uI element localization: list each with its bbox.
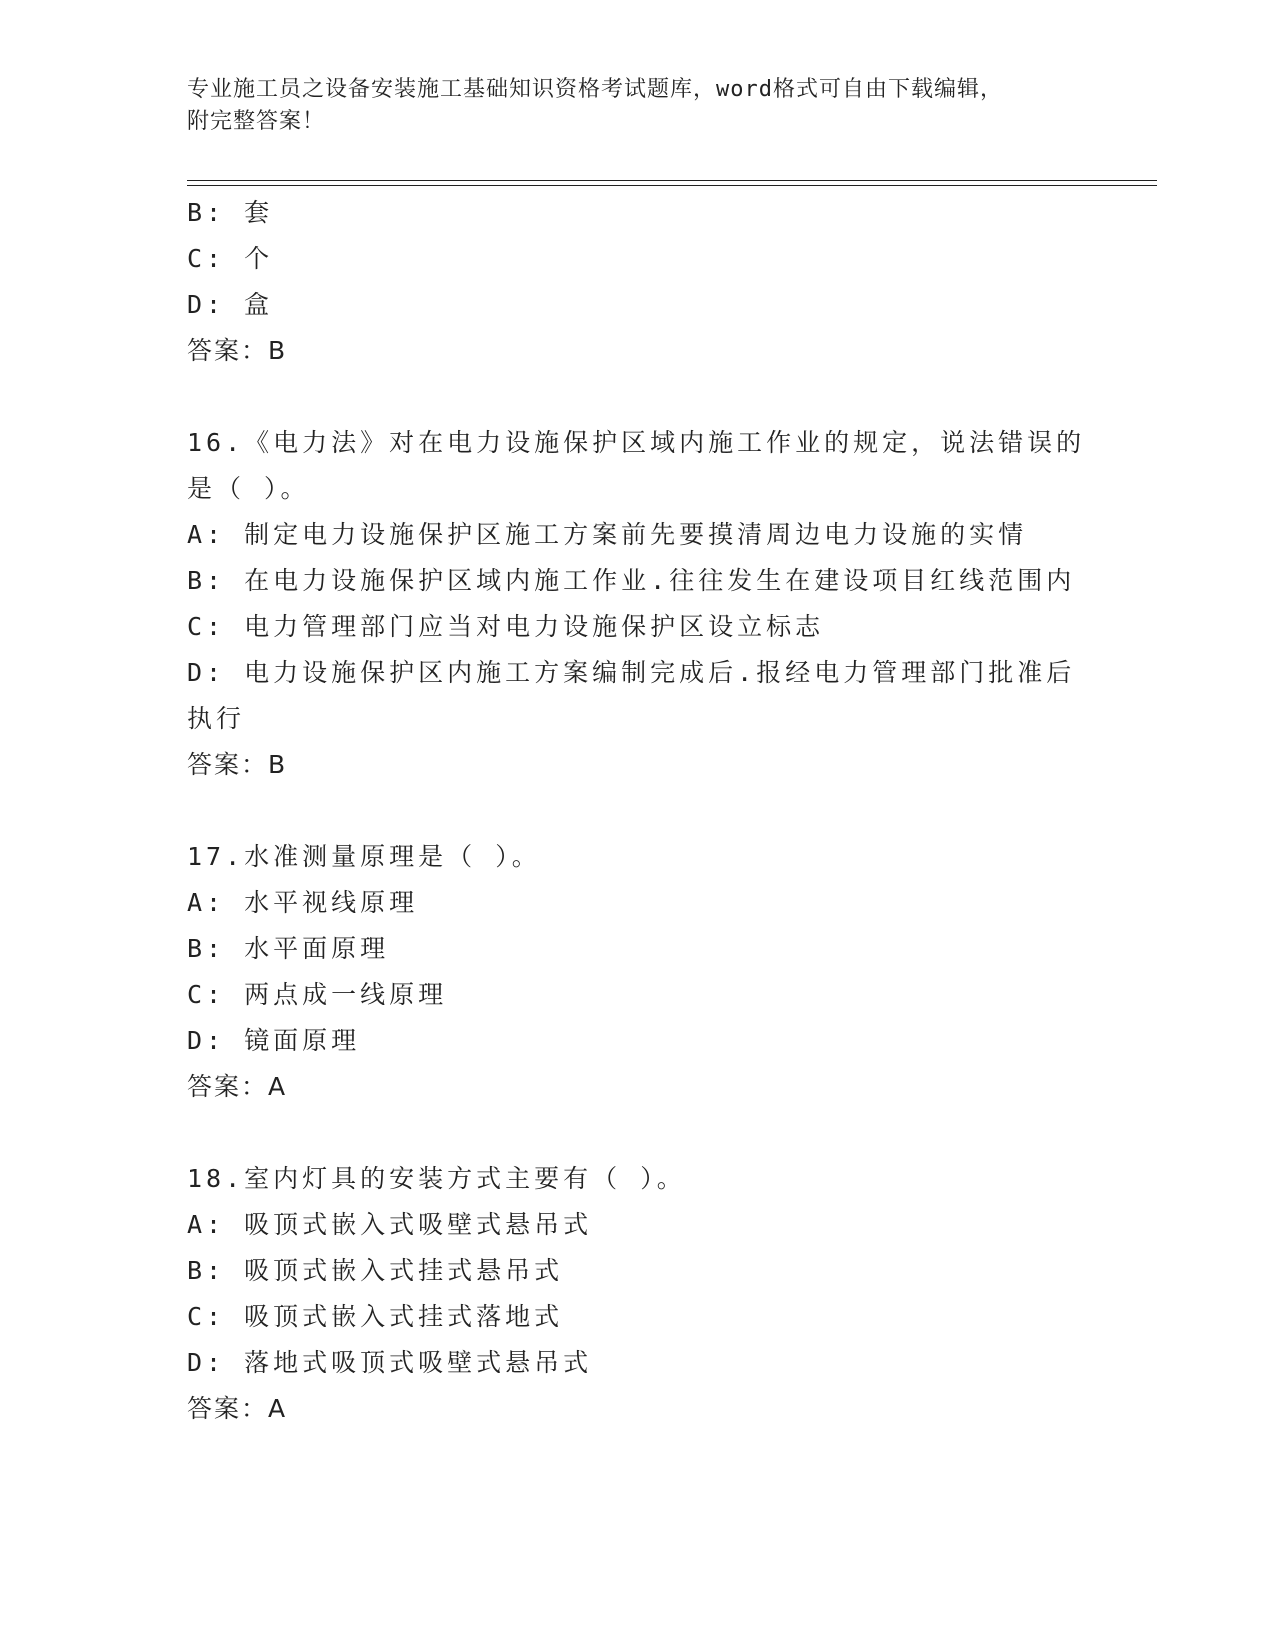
option-b: B: 在电力设施保护区域内施工作业.往往发生在建设项目红线范围内 [187,566,1076,595]
option-c: C: 个 [187,244,274,273]
question-17 [187,834,1087,1110]
question-18 [187,1156,1087,1432]
question-stem: 17.水准测量原理是（ ）。 [187,842,541,871]
option-d: D: 电力设施保护区内施工方案编制完成后.报经电力管理部门批准后 [187,658,1076,687]
header-rule-top [187,180,1157,181]
question-stem: 18.室内灯具的安装方式主要有（ ）。 [187,1164,686,1193]
answer-line: 答案：B [187,750,288,779]
option-a: A: 吸顶式嵌入式吸壁式悬吊式 [187,1210,593,1239]
answer-line: 答案：A [187,1072,288,1101]
option-c: C: 电力管理部门应当对电力设施保护区设立标志 [187,612,825,641]
question-16 [187,420,1087,788]
option-d: D: 盒 [187,290,274,319]
option-d-continued: 执行 [187,704,246,733]
question-stem-continued: 是（ ）。 [187,474,310,503]
answer-line: 答案：A [187,1394,288,1423]
header-line-1: 专业施工员之设备安装施工基础知识资格考试题库，word格式可自由下载编辑， [187,77,1003,102]
spacer [187,788,1087,834]
option-b: B: 吸顶式嵌入式挂式悬吊式 [187,1256,564,1285]
spacer [187,374,1087,420]
option-d: D: 镜面原理 [187,1026,361,1055]
option-a: A: 制定电力设施保护区施工方案前先要摸清周边电力设施的实情 [187,520,1028,549]
option-c: C: 吸顶式嵌入式挂式落地式 [187,1302,564,1331]
option-b: B: 套 [187,198,274,227]
header-line-2: 附完整答案！ [187,109,326,134]
question-15-tail [187,190,1087,374]
answer-line: 答案：B [187,336,288,365]
option-c: C: 两点成一线原理 [187,980,448,1009]
question-list [187,190,1087,1432]
option-d: D: 落地式吸顶式吸壁式悬吊式 [187,1348,593,1377]
header-rule-bottom [187,185,1157,186]
document-header [187,74,1087,138]
option-a: A: 水平视线原理 [187,888,419,917]
option-b: B: 水平面原理 [187,934,390,963]
question-stem: 16.《电力法》对在电力设施保护区域内施工作业的规定，说法错误的 [187,428,1086,457]
spacer [187,1110,1087,1156]
